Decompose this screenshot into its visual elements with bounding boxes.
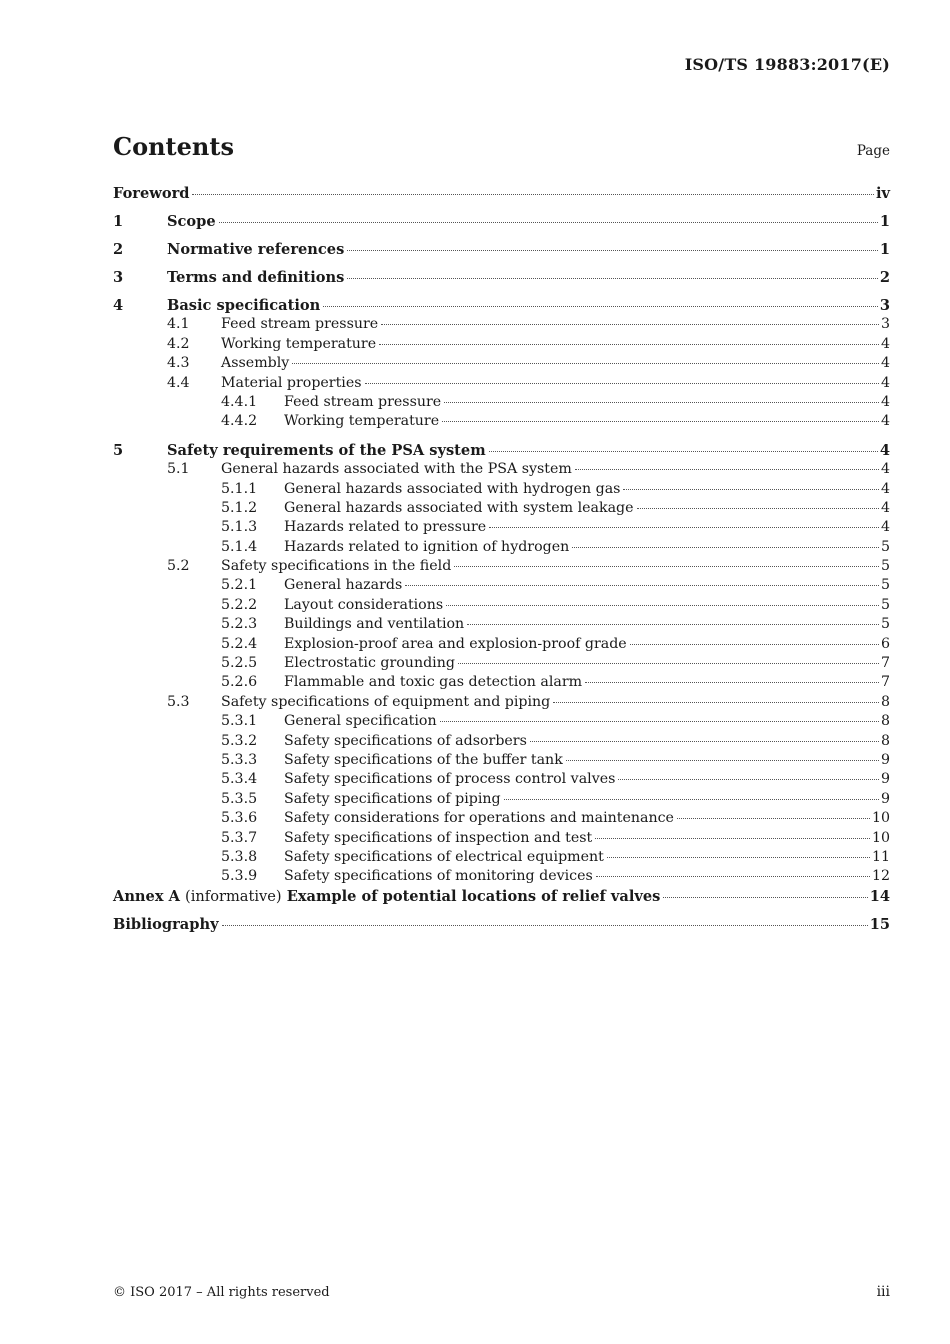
toc-entry-title: Flammable and toxic gas detection alarm <box>284 674 583 691</box>
toc-entry-page: 1 <box>879 213 890 230</box>
toc-entry-annex[interactable] <box>113 888 890 916</box>
toc-entry-title: Material properties <box>221 374 362 391</box>
toc-entry-title: Working temperature <box>284 413 440 430</box>
toc-entry-title: Layout considerations <box>284 596 444 613</box>
toc-entry-number: 5.2 <box>167 558 190 575</box>
toc-entry-page: 7 <box>880 655 890 672</box>
toc-entry[interactable] <box>113 269 890 297</box>
toc-entry-page: 4 <box>880 335 890 352</box>
toc-entry[interactable] <box>113 394 890 413</box>
dot-leader <box>454 565 879 567</box>
toc-entry-title: General hazards associated with hydrogen gas <box>284 480 621 497</box>
toc-entry-title: Feed stream pressure <box>221 316 379 333</box>
toc-entry-page: 4 <box>880 393 890 410</box>
toc-entry-title: Safety specifications of the buffer tank <box>284 751 563 768</box>
table-of-contents <box>113 185 890 944</box>
toc-entry-page: 4 <box>880 519 890 536</box>
toc-entry-number: 1 <box>113 213 124 230</box>
toc-entry-page: 9 <box>880 751 890 768</box>
toc-entry-number: 5.3.5 <box>221 790 258 807</box>
dot-leader <box>381 323 879 325</box>
dot-leader <box>192 193 874 195</box>
dot-leader <box>405 584 879 586</box>
toc-entry-title: Safety specifications of process control valves <box>284 771 616 788</box>
toc-entry[interactable] <box>113 655 890 674</box>
dot-leader <box>637 507 879 509</box>
toc-entry[interactable] <box>113 577 890 596</box>
toc-entry-page: 8 <box>880 693 890 710</box>
toc-entry-page: 5 <box>880 616 890 633</box>
toc-entry-number: 5.2.5 <box>221 655 258 672</box>
dot-leader <box>444 401 879 403</box>
toc-entry-page: 4 <box>880 413 890 430</box>
toc-entry-number: 5.3.7 <box>221 829 258 846</box>
annex-label: Annex A <box>113 887 180 905</box>
toc-entry-number: 5.1 <box>167 461 190 478</box>
dot-leader <box>219 221 878 223</box>
toc-entry[interactable] <box>113 636 890 655</box>
toc-entry-title: Safety specifications of inspection and test <box>284 829 593 846</box>
dot-leader <box>553 701 879 703</box>
toc-entry[interactable] <box>113 810 890 829</box>
toc-entry-page: 3 <box>880 316 890 333</box>
toc-entry[interactable] <box>113 519 890 538</box>
dot-leader <box>530 740 879 742</box>
toc-entry-number: 4.4.1 <box>221 393 258 410</box>
toc-entry[interactable] <box>113 674 890 693</box>
toc-entry-title: Feed stream pressure <box>284 393 442 410</box>
toc-entry-number: 5.2.1 <box>221 577 258 594</box>
toc-entry-title: Assembly <box>221 355 290 372</box>
toc-entry-page: 7 <box>880 674 890 691</box>
toc-entry-page: 5 <box>880 577 890 594</box>
toc-entry-number: 3 <box>113 269 124 286</box>
dot-leader <box>347 277 877 279</box>
annex-qualifier: (informative) <box>185 887 282 905</box>
toc-entry-page: 4 <box>880 480 890 497</box>
toc-entry-page: 3 <box>879 297 890 314</box>
toc-entry-page: 8 <box>880 732 890 749</box>
page-column-header: Page <box>856 143 890 159</box>
toc-entry-title: Terms and definitions <box>167 269 345 286</box>
toc-entry-title: Basic specification <box>167 297 321 314</box>
dot-leader <box>504 798 879 800</box>
dot-leader <box>489 526 879 528</box>
toc-entry-number: 5.1.4 <box>221 538 258 555</box>
dot-leader <box>572 546 879 548</box>
dot-leader <box>458 662 879 664</box>
toc-entry[interactable] <box>113 336 890 355</box>
toc-entry[interactable] <box>113 413 890 432</box>
toc-entry[interactable] <box>113 213 890 241</box>
dot-leader <box>347 249 878 251</box>
toc-entry-title: Scope <box>167 213 216 230</box>
toc-entry[interactable] <box>113 868 890 887</box>
toc-entry-number: 4.4.2 <box>221 413 258 430</box>
toc-entry-title <box>113 888 660 905</box>
toc-entry[interactable] <box>113 500 890 519</box>
dot-leader <box>489 450 878 452</box>
toc-entry-number: 5.3.3 <box>221 751 258 768</box>
toc-entry-title: Safety specifications of monitoring devices <box>284 868 593 885</box>
dot-leader <box>623 488 879 490</box>
toc-entry[interactable] <box>113 733 890 752</box>
toc-entry-page: 4 <box>880 374 890 391</box>
toc-entry-page: 4 <box>880 355 890 372</box>
toc-entry-page: 8 <box>880 713 890 730</box>
toc-entry[interactable] <box>113 791 890 810</box>
toc-entry-number: 5.1.2 <box>221 499 258 516</box>
toc-entry-page: 10 <box>871 810 890 827</box>
toc-entry-number: 5.2.6 <box>221 674 258 691</box>
toc-entry[interactable] <box>113 830 890 849</box>
dot-leader <box>607 856 870 858</box>
toc-entry-number: 4.3 <box>167 355 190 372</box>
toc-entry-page: 11 <box>871 848 890 865</box>
toc-entry-title: General hazards <box>284 577 403 594</box>
toc-entry-number: 5.1.1 <box>221 480 258 497</box>
toc-entry-title: Safety specifications of electrical equipment <box>284 848 604 865</box>
toc-entry[interactable] <box>113 558 890 577</box>
toc-entry[interactable] <box>113 597 890 616</box>
dot-leader <box>365 382 879 384</box>
toc-entry-title: General hazards associated with the PSA system <box>221 461 572 478</box>
toc-entry-title: Buildings and ventilation <box>284 616 465 633</box>
dot-leader <box>596 875 870 877</box>
page-title: Contents <box>113 132 234 161</box>
dot-leader <box>292 362 879 364</box>
toc-entry[interactable] <box>113 316 890 335</box>
toc-entry-page: 12 <box>871 868 890 885</box>
toc-entry-title: Bibliography <box>113 915 219 933</box>
toc-entry-number: 2 <box>113 241 124 258</box>
toc-entry-title: Safety specifications of equipment and piping <box>221 693 551 710</box>
toc-entry-title: Safety specifications of piping <box>284 790 501 807</box>
dot-leader <box>575 468 879 470</box>
dot-leader <box>222 924 868 926</box>
toc-entry-number: 5.1.3 <box>221 519 258 536</box>
toc-entry-page: 10 <box>871 829 890 846</box>
toc-entry-number: 5.2.3 <box>221 616 258 633</box>
toc-entry-number: 4.1 <box>167 316 190 333</box>
toc-entry-number: 4.4 <box>167 374 190 391</box>
toc-entry-title: Normative references <box>167 241 345 258</box>
toc-entry-page: 4 <box>880 461 890 478</box>
toc-entry[interactable] <box>113 539 890 558</box>
toc-entry-page: 9 <box>880 790 890 807</box>
toc-entry-number: 5.3 <box>167 693 190 710</box>
toc-entry-number: 5.3.4 <box>221 771 258 788</box>
toc-entries <box>113 185 890 888</box>
toc-entry-number: 5 <box>113 441 124 459</box>
dot-leader <box>566 759 879 761</box>
toc-entry-page: 5 <box>880 538 890 555</box>
toc-entry-title: Hazards related to ignition of hydrogen <box>284 538 570 555</box>
toc-entry-title: Working temperature <box>221 335 377 352</box>
dot-leader <box>442 420 879 422</box>
toc-entry-page: 9 <box>880 771 890 788</box>
dot-leader <box>663 896 867 898</box>
dot-leader <box>585 681 879 683</box>
toc-entry[interactable] <box>113 241 890 269</box>
toc-entry[interactable] <box>113 694 890 713</box>
dot-leader <box>323 305 878 307</box>
toc-entry-bibliography[interactable] <box>113 916 890 944</box>
toc-entry-title: Safety requirements of the PSA system <box>167 441 486 459</box>
toc-entry-page: 4 <box>879 441 890 459</box>
toc-entry-page: 5 <box>880 558 890 575</box>
dot-leader <box>446 604 879 606</box>
dot-leader <box>379 343 879 345</box>
toc-entry-page: 2 <box>879 269 890 286</box>
toc-entry-number: 5.3.8 <box>221 848 258 865</box>
toc-entry[interactable] <box>113 713 890 732</box>
toc-entry-title: Electrostatic grounding <box>284 655 455 672</box>
dot-leader <box>467 623 879 625</box>
toc-entry-number: 5.3.6 <box>221 810 258 827</box>
toc-entry[interactable] <box>113 752 890 771</box>
toc-entry-title: Safety considerations for operations and maintenance <box>284 810 674 827</box>
footer-copyright: © ISO 2017 – All rights reserved <box>113 1285 330 1300</box>
toc-entry[interactable] <box>113 375 890 394</box>
annex-title: Example of potential locations of relief valves <box>286 887 661 905</box>
toc-entry-page: 4 <box>880 499 890 516</box>
toc-entry-title: General specification <box>284 713 437 730</box>
toc-entry-number: 4.2 <box>167 335 190 352</box>
dot-leader <box>630 643 879 645</box>
toc-entry-number: 5.2.2 <box>221 596 258 613</box>
dot-leader <box>677 817 870 819</box>
footer-page-number: iii <box>876 1284 890 1300</box>
toc-entry-title: Safety specifications in the field <box>221 558 452 575</box>
toc-entry[interactable] <box>113 461 890 480</box>
toc-entry-page: 6 <box>880 635 890 652</box>
toc-entry-number: 5.3.9 <box>221 868 258 885</box>
toc-entry-number: 5.2.4 <box>221 635 258 652</box>
toc-entry-page: iv <box>875 185 890 202</box>
toc-entry[interactable] <box>113 355 890 374</box>
toc-entry-title: Hazards related to pressure <box>284 519 487 536</box>
toc-entry-page: 1 <box>879 241 890 258</box>
toc-entry[interactable] <box>113 616 890 635</box>
toc-entry-title: Explosion-proof area and explosion-proof grade <box>284 635 627 652</box>
toc-entry-title: Safety specifications of adsorbers <box>284 732 527 749</box>
toc-entry-number: 5.3.1 <box>221 713 258 730</box>
toc-entry-title: Foreword <box>113 185 190 202</box>
dot-leader <box>618 778 879 780</box>
toc-entry[interactable] <box>113 849 890 868</box>
dot-leader <box>595 837 870 839</box>
toc-entry-page: 5 <box>880 596 890 613</box>
toc-entry[interactable] <box>113 185 890 213</box>
dot-leader <box>440 720 879 722</box>
toc-entry[interactable] <box>113 481 890 500</box>
toc-entry[interactable] <box>113 442 890 461</box>
document-id: ISO/TS 19883:2017(E) <box>684 55 890 74</box>
toc-entry-title: General hazards associated with system leakage <box>284 499 634 516</box>
toc-entry[interactable] <box>113 771 890 790</box>
toc-entry-page: 15 <box>869 915 890 933</box>
toc-entry[interactable] <box>113 297 890 316</box>
toc-entry-number: 5.3.2 <box>221 732 258 749</box>
toc-entry-page: 14 <box>869 887 890 905</box>
toc-entry-number: 4 <box>113 297 124 314</box>
